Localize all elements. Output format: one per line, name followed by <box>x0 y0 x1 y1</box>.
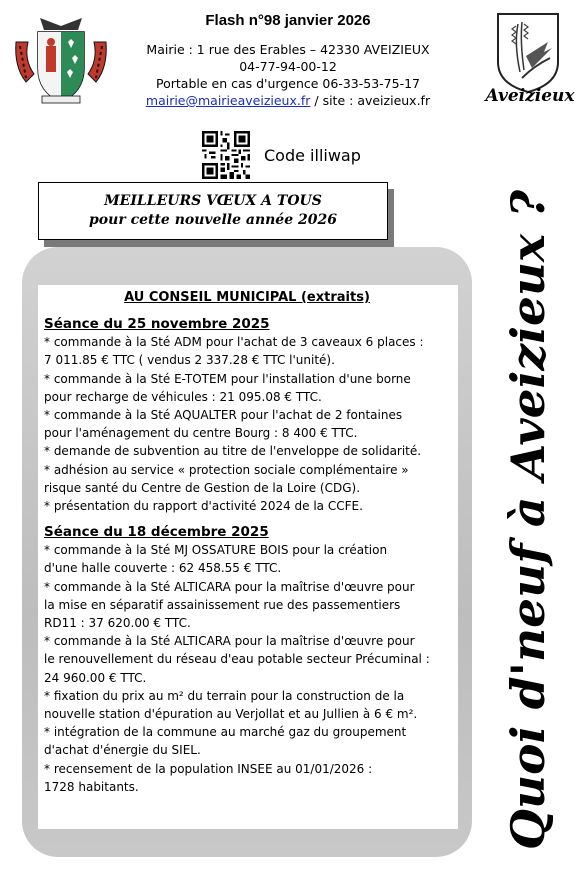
email-link[interactable]: mairie@mairieaveizieux.fr <box>145 93 311 108</box>
greeting-line-2: pour cette nouvelle année 2026 <box>89 212 337 228</box>
list-item: * présentation du rapport d'activité 2024 de la CCFE. <box>44 499 363 514</box>
emergency-phone: Portable en cas d'urgence 06-33-53-75-17 <box>156 76 420 91</box>
site-separator: / site : <box>310 93 358 108</box>
logo-text: Aveizieux <box>485 86 575 106</box>
seance-title: Séance du 18 décembre 2025 <box>44 524 269 541</box>
header <box>118 10 458 109</box>
qr-row <box>202 131 361 179</box>
list-item: * recensement de la population INSEE au 01/01/2026 : 1728 habitants. <box>44 761 373 794</box>
site-link[interactable]: aveizieux.fr <box>357 93 431 108</box>
contact-line <box>118 92 458 109</box>
list-item: * fixation du prix au m² du terrain pour la construction de la nouvelle station d'épuration au Verjollat et au Jullien à 6 € m². <box>44 688 418 722</box>
list-item: * commande à la Sté MJ OSSATURE BOIS pour la création d'une halle couverte : 62 458.55 € TTC. <box>44 543 388 576</box>
list-item: * commande à la Sté ADM pour l'achat de 3 caveaux 6 places : 7 011.85 € TTC ( vendus 2 337.28 € TTC l'unité). <box>44 335 424 368</box>
greeting-box <box>38 182 388 240</box>
mairie-address: Mairie : 1 rue des Erables – 42330 AVEIZIEUX <box>146 42 430 57</box>
council-panel <box>38 285 458 829</box>
list-item: * intégration de la commune au marché gaz du groupement d'achat d'énergie du SIEL. <box>44 725 407 758</box>
mairie-phone: 04-77-94-00-12 <box>239 59 337 74</box>
list-item: * commande à la Sté AQUALTER pour l'achat de 2 fontaines pour l'aménagement du centre Bourg : 8 400 € TTC. <box>44 408 403 441</box>
vertical-title <box>478 160 578 860</box>
seance-title: Séance du 25 novembre 2025 <box>44 316 270 333</box>
greeting-line-1: MEILLEURS VŒUX A TOUS <box>104 193 322 209</box>
flash-title: Flash n°98 janvier 2026 <box>205 12 371 29</box>
council-title: AU CONSEIL MUNICIPAL (extraits) <box>124 290 370 305</box>
list-item: * adhésion au service « protection sociale complémentaire » risque santé du Centre de Gestion de la Loire (CDG). <box>44 462 409 495</box>
list-item: * demande de subvention au titre de l'enveloppe de solidarité. <box>44 444 422 459</box>
coat-of-arms-logo <box>12 12 110 107</box>
list-item: * commande à la Sté ALTICARA pour la maîtrise d'œuvre pour le renouvellement du réseau d'eau potable secteur Précuminal : 24 960.00 € TTC. <box>44 634 430 685</box>
qr-code-icon <box>202 131 250 179</box>
list-item: * commande à la Sté ALTICARA pour la maîtrise d'œuvre pour la mise en séparatif assainissement rue des passementiers RD11 : 37 620.00 € TTC. <box>44 579 415 631</box>
list-item: * commande à la Sté E-TOTEM pour l'installation d'une borne pour recharge de véhicules : 21 095.08 € TTC. <box>44 371 411 404</box>
qr-label: Code illiwap <box>264 145 361 165</box>
vertical-title-text: Quoi d'neuf à Aveizieux ? <box>501 204 555 850</box>
